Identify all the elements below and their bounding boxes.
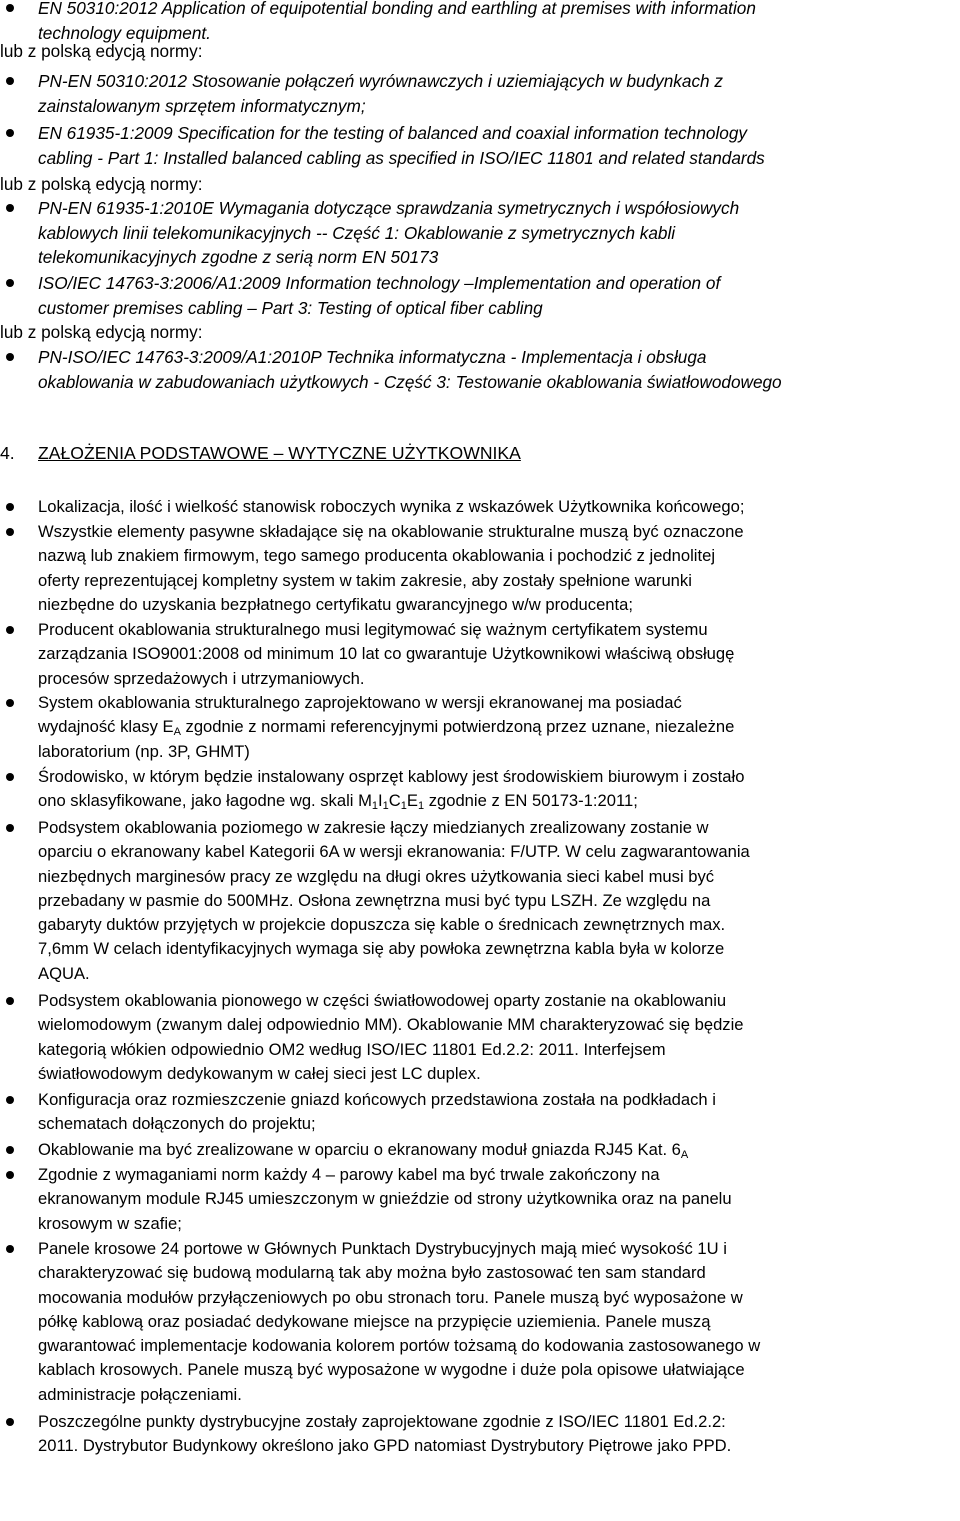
text-line: Panele krosowe 24 portowe w Głównych Punktach Dystrybucyjnych mają mieć wysokość 1U i <box>38 1239 727 1258</box>
text-line: System okablowania strukturalnego zaprojektowano w wersji ekranowanej ma posiadać <box>38 693 682 712</box>
bullet <box>6 1096 14 1104</box>
subscript: A <box>680 1149 689 1161</box>
text-line: oparciu o ekranowany kabel Kategorii 6A w wersji ekranowania: F/UTP. W celu zagwarantowania <box>38 842 750 862</box>
bullet <box>6 1171 14 1179</box>
bullet <box>6 77 14 85</box>
bullet <box>6 1418 14 1426</box>
text-line: AQUA. <box>38 963 90 983</box>
bullet <box>6 1245 14 1253</box>
text-line: ISO/IEC 14763-3:2006/A1:2009 Information technology –Implementation and operation of <box>38 273 721 293</box>
text-line: półkę kablową oraz posiadać dedykowane miejsce na przypięcie uziemienia. Panele muszą <box>38 1311 711 1331</box>
text-line: gabaryty duktów przyjętych w projekcie dopuszcza się kable o średnicach zewnętrznych max. <box>38 915 726 935</box>
text-line: Zgodnie z wymaganiami norm każdy 4 – parowy kabel ma być trwale zakończony na <box>38 1165 660 1184</box>
section-number: 4. <box>0 443 15 463</box>
text-line: przebadany w pasmie do 500MHz. Osłona zewnętrzna musi być typu LSZH. Ze względu na <box>38 890 711 910</box>
bullet <box>6 1146 14 1154</box>
text-line: krosowym w szafie; <box>38 1213 182 1233</box>
bullet <box>6 353 14 361</box>
bullet <box>6 4 14 12</box>
text-line: laboratorium (np. 3P, GHMT) <box>38 741 250 761</box>
polish-edition-note: lub z polską edycją normy: <box>0 174 203 194</box>
bullet <box>6 626 14 634</box>
bullet <box>6 997 14 1005</box>
text-line: EN 50310:2012 Application of equipotential bonding and earthling at premises with information <box>38 0 756 18</box>
bullet <box>6 503 14 511</box>
text-line: administracje połączeniami. <box>38 1384 242 1404</box>
text-line: schematach dołączonych do projektu; <box>38 1114 316 1134</box>
text-line: 2011. Dystrybutor Budynkowy określono jako GPD natomiast Dystrybutory Piętrowe jako PPD. <box>38 1436 732 1456</box>
text-line: nazwą lub znakiem firmowym, tego samego producenta okablowania i pochodzić z jednolitej <box>38 546 716 566</box>
subscript: A <box>173 726 181 739</box>
text-line: Wszystkie elementy pasywne składające się na okablowanie strukturalne muszą być oznaczone <box>38 522 744 541</box>
text-line: PN-ISO/IEC 14763-3:2009/A1:2010P Technika informatyczna - Implementacja i obsługa <box>38 347 707 367</box>
text-run: C <box>388 791 401 811</box>
text-line: PN-EN 50310:2012 Stosowanie połączeń wyrównawczych i uziemiających w budynkach z <box>38 71 723 91</box>
text-line: kablowych linii telekomunikacyjnych -- Część 1: Okablowanie z symetrycznych kabli <box>38 222 676 243</box>
subscript: 1 <box>382 800 389 813</box>
text-line: gwarantować implementacje kodowania kolorem portów tożsamą do kodowania zastosowanego w <box>38 1336 761 1356</box>
text-line: customer premises cabling – Part 3: Testing of optical fiber cabling <box>38 297 543 318</box>
section-title: ZAŁOŻENIA PODSTAWOWE – WYTYCZNE UŻYTKOWNIKA <box>38 443 521 463</box>
text-line <box>38 1138 960 1162</box>
text-line <box>38 715 960 739</box>
text-line: niezbędnych marginesów pracy ze względu na długi okres użytkowania sieci kabel musi być <box>38 866 715 886</box>
polish-edition-note: lub z polską edycją normy: <box>0 41 203 61</box>
text-run: I <box>378 791 383 811</box>
text-line: kategorią włókien odpowiednio OM2 według ISO/IEC 11801 Ed.2.2: 2011. Interfejsem <box>38 1039 666 1059</box>
text-line: Poszczególne punkty dystrybucyjne zostały zaprojektowane zgodnie z ISO/IEC 11801 Ed.2.2: <box>38 1412 726 1431</box>
bullet <box>6 129 14 137</box>
text-line: Konfiguracja oraz rozmieszczenie gniazd końcowych przedstawiona została na podkładach i <box>38 1090 716 1109</box>
text-line: procesów sprzedażowych i utrzymaniowych. <box>38 668 365 688</box>
text-line <box>38 789 960 813</box>
text-run: E <box>406 791 418 811</box>
text-line: EN 61935-1:2009 Specification for the testing of balanced and coaxial information technology <box>38 123 747 143</box>
bullet <box>6 279 14 287</box>
subscript: 1 <box>371 800 379 813</box>
text-line: zainstalowanym sprzętem informatycznym; <box>38 95 366 116</box>
text-line: wielomodowym (zwanym dalej odpowiednio MM). Okablowanie MM charakteryzować się będzie <box>38 1015 744 1035</box>
text-line: mocowania modułów przyłączeniowych po obu stronach toru. Panele muszą być wyposażone w <box>38 1287 743 1307</box>
text-line: Producent okablowania strukturalnego musi legitymować się ważnym certyfikatem systemu <box>38 620 708 639</box>
text-line: technology equipment. <box>38 22 211 43</box>
text-line: cabling - Part 1: Installed balanced cabling as specified in ISO/IEC 11801 and related standards <box>38 147 765 168</box>
bullet <box>6 528 14 536</box>
polish-edition-note: lub z polską edycją normy: <box>0 322 203 342</box>
text-run: wydajność klasy E <box>38 717 174 737</box>
text-line: niezbędne do uzyskania bezpłatnego certyfikatu gwarancyjnego w/w producenta; <box>38 594 633 614</box>
text-line: telekomunikacyjnych zgodne z serią norm EN 50173 <box>38 247 439 267</box>
text-line: zarządzania ISO9001:2008 od minimum 10 lat co gwarantuje Użytkownikowi właściwą obsługę <box>38 644 735 664</box>
subscript: 1 <box>400 800 407 813</box>
text-run: zgodnie z EN 50173-1:2011; <box>424 791 638 811</box>
bullet <box>6 824 14 832</box>
text-line: Podsystem okablowania pionowego w części światłowodowej oparty zostanie na okablowaniu <box>38 991 727 1010</box>
text-line: okablowania w zabudowaniach użytkowych - Część 3: Testowanie okablowania światłowodowego <box>38 371 782 392</box>
text-line: ekranowanym module RJ45 umieszczonym w gnieździe od strony użytkownika oraz na panelu <box>38 1189 732 1209</box>
bullet <box>6 773 14 781</box>
text-line: światłowodowym dedykowanym w całej sieci jest LC duplex. <box>38 1063 481 1083</box>
text-run: zgodnie z normami referencyjnymi potwierdzoną przez uznane, niezależne <box>180 717 735 737</box>
text-run: ono sklasyfikowane, jako łagodne wg. skali M <box>38 791 372 811</box>
bullet <box>6 204 14 212</box>
text-line: charakteryzować się budową modularną tak aby można było zastosować ten sam standard <box>38 1263 706 1283</box>
text-line: kablach krosowych. Panele muszą być wyposażone w wygodne i duże pola opisowe ułatwiające <box>38 1360 745 1380</box>
bullet <box>6 699 14 707</box>
text-line: 7,6mm W celach identyfikacyjnych wymaga się aby powłoka zewnętrzna kabla była w kolorze <box>38 939 725 959</box>
text-line: Środowisko, w którym będzie instalowany osprzęt kablowy jest środowiskiem biurowym i zostało <box>38 767 745 786</box>
subscript: 1 <box>417 800 425 813</box>
text-run: Okablowanie ma być zrealizowane w oparciu o ekranowany moduł gniazda RJ45 Kat. 6 <box>38 1140 681 1159</box>
text-line: Lokalizacja, ilość i wielkość stanowisk roboczych wynika z wskazówek Użytkownika końcowego; <box>38 497 745 516</box>
text-line: oferty reprezentującej kompletny system w takim zakresie, aby zostały spełnione warunki <box>38 570 692 590</box>
text-line: Podsystem okablowania poziomego w zakresie łączy miedzianych zrealizowany zostanie w <box>38 818 709 837</box>
text-line: PN-EN 61935-1:2010E Wymagania dotyczące sprawdzania symetrycznych i współosiowych <box>38 198 740 218</box>
